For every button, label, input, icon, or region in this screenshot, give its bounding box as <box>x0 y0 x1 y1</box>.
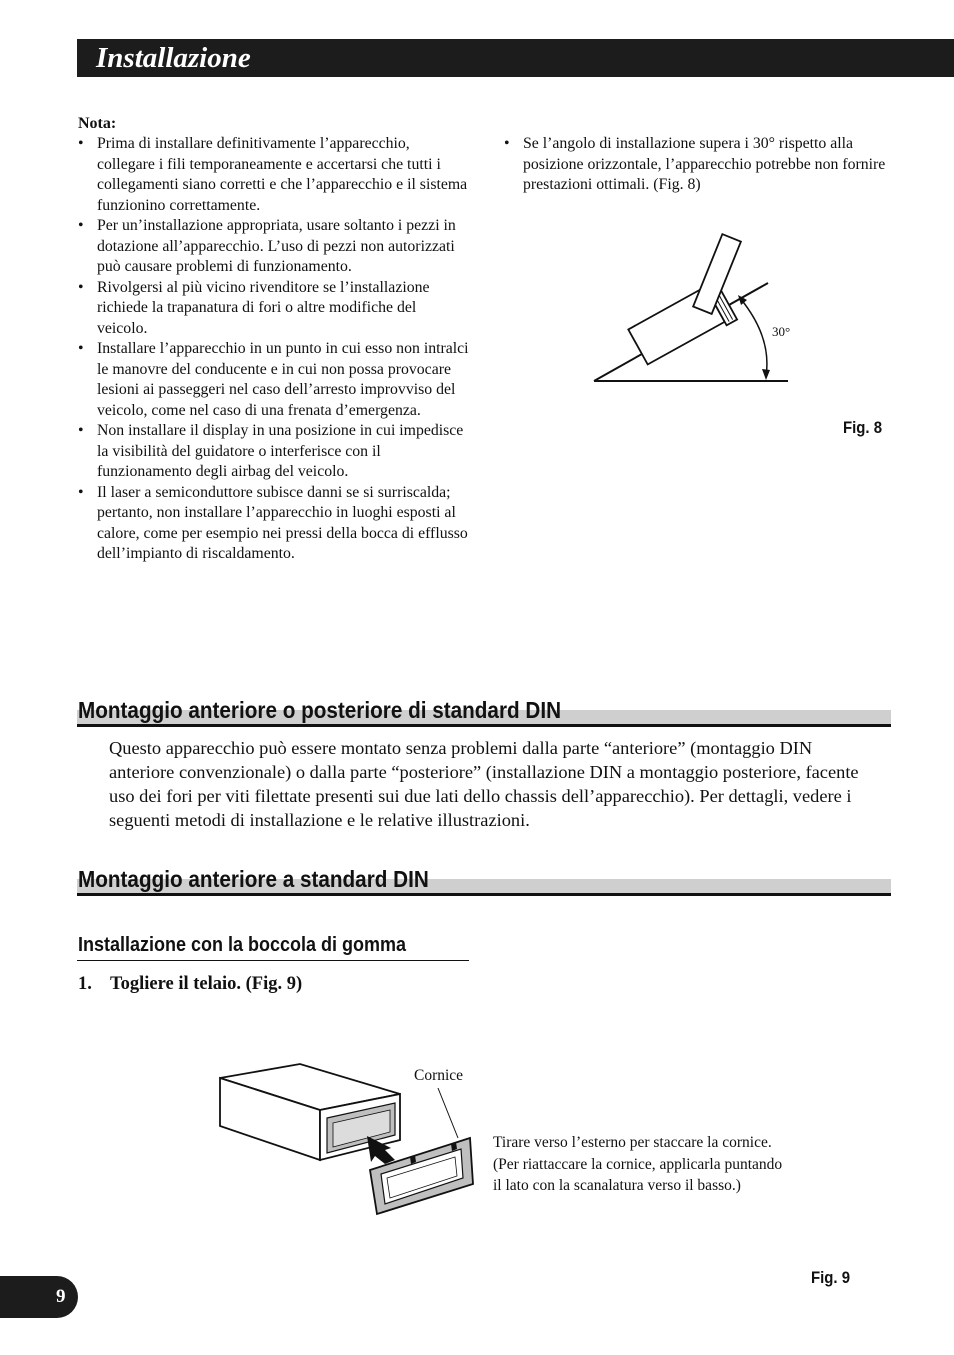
note-title: Nota: <box>78 115 117 132</box>
note-item: • Prima di installare definitivamente l’apparecchio, collegare i fili temporaneamente e accertarsi che tutti i collegamenti siano corretti e che l’apparecchio e il sistema funzionino correttamente. <box>78 134 470 216</box>
note-item: • Il laser a semiconduttore subisce danni se si surriscalda; pertanto, non installare l’apparecchio in luoghi esposti al calore, come per esempio nei pressi della bocca di efflusso dell’impianto di riscaldamento. <box>78 483 470 565</box>
cornice-leader <box>438 1088 458 1138</box>
note-item: • Per un’installazione appropriata, usare soltanto i pezzi in dotazione all’apparecchio. L’uso di pezzi non autorizzati può causare problemi di funzionamento. <box>78 216 470 278</box>
section-paragraph: Questo apparecchio può essere montato senza problemi dalla parte “anteriore” (montaggio DIN anteriore convenzionale) o dalla parte “posteriore” (installazione DIN a montaggio posteriore, facente uso dei fori per viti filettate presenti sui due lati dello chassis dell’apparecchio). Per dettagli, vedere i seguenti metodi di installazione e le relative illustrazioni. <box>109 738 859 830</box>
section-heading-front-mount <box>77 866 891 896</box>
step-number: 1. <box>78 974 92 994</box>
step-text: Togliere il telaio. (Fig. 9) <box>110 974 303 994</box>
cornice-label: Cornice <box>414 1067 464 1084</box>
section-title: Montaggio anteriore a standard DIN <box>78 866 429 892</box>
page-number-tab <box>0 1276 78 1318</box>
fig9-caption: Tirare verso l’esterno per staccare la cornice. (Per riattaccare la cornice, applicarla puntando il lato con la scanalatura verso il basso.) <box>493 1134 783 1194</box>
subsection-heading <box>77 929 469 961</box>
note-item: • Rivolgersi al più vicino rivenditore se l’installazione richiede la trapanatura di fori o altre modifiche del veicolo. <box>78 278 470 340</box>
fig8-label: Fig. 8 <box>843 418 883 437</box>
note-item: • Se l’angolo di installazione supera i 30° rispetto alla posizione orizzontale, l’apparecchio potrebbe non fornire prestazioni ottimali. (Fig. 8) <box>504 134 894 196</box>
note-item: • Non installare il display in una posizione in cui impedisce la visibilità del guidatore o interferisce con il funzionamento degli airbag del veicolo. <box>78 421 470 483</box>
section-title: Montaggio anteriore o posteriore di standard DIN <box>78 697 562 723</box>
angle-arc <box>740 298 767 376</box>
page-title: Installazione <box>96 42 251 74</box>
subsection-title: Installazione con la boccola di gomma <box>78 934 407 956</box>
note-block <box>78 114 470 565</box>
note-item: • Installare l’apparecchio in un punto in cui esso non intralci le manovre del conducente e in cui non possa provocare lesioni ai passeggeri nel caso dell’arresto improvviso del veicolo, come nel caso di una frenata d’emergenza. <box>78 339 470 421</box>
header-bar <box>77 39 954 77</box>
angle-label: 30° <box>772 324 791 339</box>
page-number: 9 <box>56 1286 66 1307</box>
step-1 <box>78 972 302 996</box>
right-note-list <box>504 134 894 196</box>
note-list <box>78 134 470 565</box>
section-heading-standard-din <box>77 697 891 727</box>
fig8-illustration <box>590 212 800 387</box>
right-column <box>504 134 894 196</box>
fig9-label: Fig. 9 <box>811 1268 851 1287</box>
